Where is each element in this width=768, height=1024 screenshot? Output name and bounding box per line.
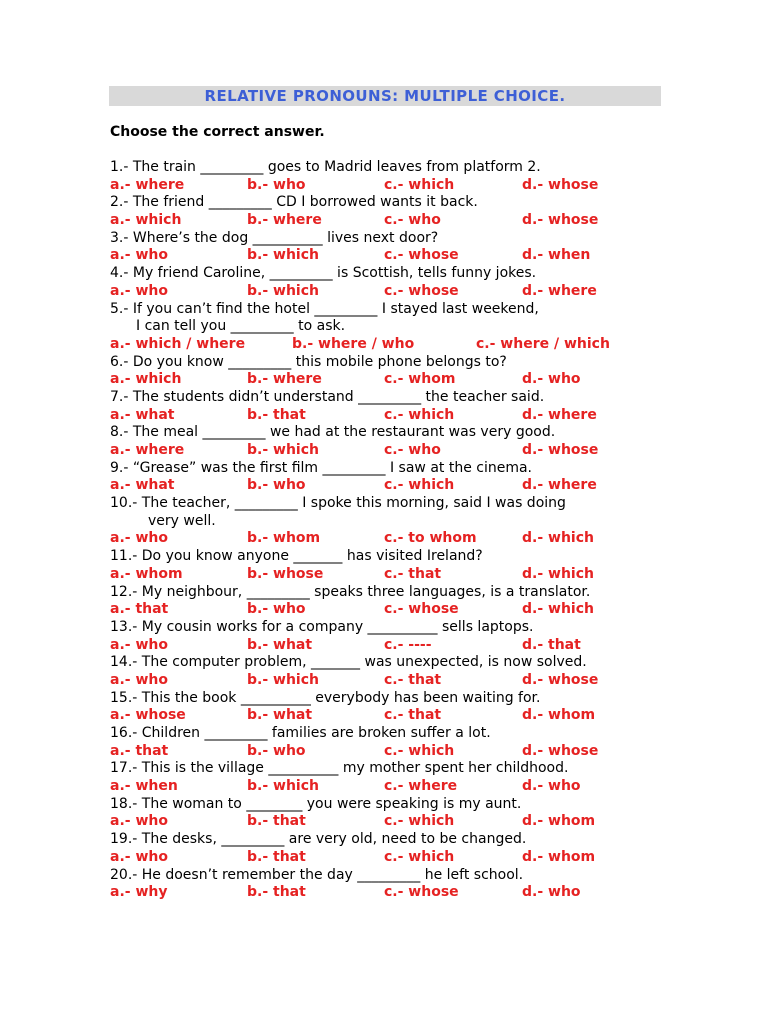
answer-options	[110, 371, 750, 389]
option-a: a.- why	[110, 884, 168, 901]
option-d: d.- who	[522, 884, 581, 901]
answer-options	[110, 530, 750, 548]
option-a: a.- who	[110, 282, 168, 299]
option-d: d.- that	[522, 636, 581, 653]
option-d: d.- who	[522, 778, 581, 795]
answer-options	[110, 407, 750, 425]
question-text: 17.- This is the village __________ my mother spent her childhood.	[110, 760, 569, 777]
question-text: 2.- The friend _________ CD I borrowed wants it back.	[110, 194, 478, 211]
question-text-continued: very well.	[148, 512, 216, 529]
question-text: 8.- The meal _________ we had at the restaurant was very good.	[110, 424, 556, 441]
option-c: c.- whose	[384, 282, 459, 299]
answer-options	[110, 336, 750, 354]
question-text: 16.- Children _________ families are broken suffer a lot.	[110, 725, 491, 741]
option-d: d.- where	[522, 282, 597, 299]
option-b: b.- which	[247, 442, 319, 458]
option-b: b.- that	[247, 406, 306, 423]
option-c: c.- which	[384, 813, 455, 830]
option-a: a.- who	[110, 530, 168, 547]
option-b: b.- which	[247, 778, 319, 795]
question-text: 11.- Do you know anyone _______ has visited Ireland?	[110, 548, 483, 565]
option-c: c.- which	[384, 406, 455, 423]
option-b: b.- which	[247, 247, 319, 264]
question-list	[110, 159, 750, 902]
option-c: c.- whose	[384, 601, 459, 618]
answer-options	[110, 442, 750, 460]
question-text: 1.- The train _________ goes to Madrid leaves from platform 2.	[110, 159, 541, 175]
option-b: b.- whom	[247, 530, 321, 547]
question-text: 15.- This the book __________ everybody has been waiting for.	[110, 689, 541, 706]
question-text-continued: I can tell you _________ to ask.	[136, 318, 346, 335]
answer-options	[110, 849, 750, 867]
option-d: d.- whom	[522, 707, 596, 724]
question-text: 3.- Where’s the dog __________ lives next door?	[110, 229, 439, 246]
answer-options	[110, 177, 750, 195]
option-d: d.- whom	[522, 813, 596, 830]
question-text: 5.- If you can’t find the hotel _________ I stayed last weekend,	[110, 300, 539, 317]
option-b: b.- who	[247, 601, 306, 618]
option-c: c.- whose	[384, 884, 459, 901]
option-c: c.- who	[384, 212, 441, 229]
option-a: a.- where	[110, 442, 185, 458]
option-c: c.- which	[384, 848, 455, 865]
option-c: c.- to whom	[384, 530, 477, 547]
option-b: b.- where / who	[292, 335, 415, 352]
option-a: a.- that	[110, 601, 169, 618]
option-c: c.- that	[384, 565, 442, 582]
option-b: b.- where	[247, 212, 322, 229]
option-a: a.- that	[110, 742, 169, 759]
question-text: 12.- My neighbour, _________ speaks three languages, is a translator.	[110, 583, 591, 600]
question-text: 13.- My cousin works for a company __________ sells laptops.	[110, 618, 534, 635]
option-b: b.- that	[247, 813, 306, 830]
title-bar	[109, 86, 661, 106]
option-c: c.- whose	[384, 247, 459, 264]
answer-options	[110, 601, 750, 619]
option-c: c.- whom	[384, 371, 456, 388]
option-a: a.- who	[110, 813, 168, 830]
answer-options	[110, 477, 750, 495]
answer-options	[110, 672, 750, 690]
option-a: a.- when	[110, 778, 178, 795]
option-d: d.- which	[522, 601, 594, 618]
answer-options	[110, 637, 750, 655]
option-b: b.- that	[247, 884, 306, 901]
answer-options	[110, 283, 750, 301]
option-d: d.- which	[522, 530, 594, 547]
option-c: c.- that	[384, 707, 442, 724]
page-title: RELATIVE PRONOUNS: MULTIPLE CHOICE.	[204, 87, 566, 105]
option-c: c.- where / which	[476, 335, 610, 352]
option-c: c.- that	[384, 671, 442, 688]
option-b: b.- who	[247, 742, 306, 759]
option-a: a.- what	[110, 406, 175, 423]
question-text: 10.- The teacher, _________ I spoke this morning, said I was doing	[110, 495, 566, 512]
instruction: Choose the correct answer.	[110, 124, 325, 140]
option-b: b.- where	[247, 371, 322, 388]
option-a: a.- who	[110, 848, 168, 865]
option-c: c.- ----	[384, 636, 432, 653]
option-d: d.- whose	[522, 176, 599, 193]
option-b: b.- who	[247, 477, 306, 494]
option-b: b.- that	[247, 848, 306, 865]
option-d: d.- when	[522, 247, 591, 264]
option-b: b.- whose	[247, 565, 324, 582]
answer-options	[110, 707, 750, 725]
answer-options	[110, 884, 750, 902]
option-a: a.- where	[110, 176, 185, 193]
option-d: d.- whose	[522, 742, 599, 759]
answer-options	[110, 566, 750, 584]
option-c: c.- which	[384, 742, 455, 759]
option-b: b.- which	[247, 671, 319, 688]
option-a: a.- what	[110, 477, 175, 494]
option-a: a.- which	[110, 212, 182, 229]
option-d: d.- whose	[522, 671, 599, 688]
option-d: d.- whose	[522, 212, 599, 229]
option-c: c.- where	[384, 778, 458, 795]
question-text: 7.- The students didn’t understand _________ the teacher said.	[110, 388, 545, 405]
answer-options	[110, 743, 750, 761]
answer-options	[110, 778, 750, 796]
option-a: a.- whose	[110, 707, 186, 724]
question-text: 6.- Do you know _________ this mobile phone belongs to?	[110, 353, 507, 370]
option-b: b.- what	[247, 636, 313, 653]
option-b: b.- which	[247, 282, 319, 299]
answer-options	[110, 212, 750, 230]
option-d: d.- where	[522, 477, 597, 494]
answer-options	[110, 247, 750, 265]
option-b: b.- who	[247, 176, 306, 193]
option-d: d.- which	[522, 565, 594, 582]
question-text: 20.- He doesn’t remember the day _________ he left school.	[110, 866, 524, 883]
question-text: 18.- The woman to ________ you were speaking is my aunt.	[110, 795, 522, 812]
question-text: 9.- “Grease” was the first film _________ I saw at the cinema.	[110, 459, 533, 476]
question-text: 14.- The computer problem, _______ was unexpected, is now solved.	[110, 654, 587, 671]
option-d: d.- whom	[522, 848, 596, 865]
option-a: a.- who	[110, 671, 168, 688]
option-d: d.- whose	[522, 442, 599, 458]
option-a: a.- whom	[110, 565, 183, 582]
answer-options	[110, 813, 750, 831]
question-text: 4.- My friend Caroline, _________ is Scottish, tells funny jokes.	[110, 265, 537, 282]
option-b: b.- what	[247, 707, 313, 724]
option-c: c.- who	[384, 442, 441, 458]
option-a: a.- who	[110, 247, 168, 264]
option-d: d.- where	[522, 406, 597, 423]
option-c: c.- which	[384, 477, 455, 494]
option-a: a.- which / where	[110, 335, 246, 352]
option-a: a.- who	[110, 636, 168, 653]
option-d: d.- who	[522, 371, 581, 388]
option-a: a.- which	[110, 371, 182, 388]
question-text: 19.- The desks, _________ are very old, need to be changed.	[110, 831, 527, 848]
option-c: c.- which	[384, 176, 455, 193]
